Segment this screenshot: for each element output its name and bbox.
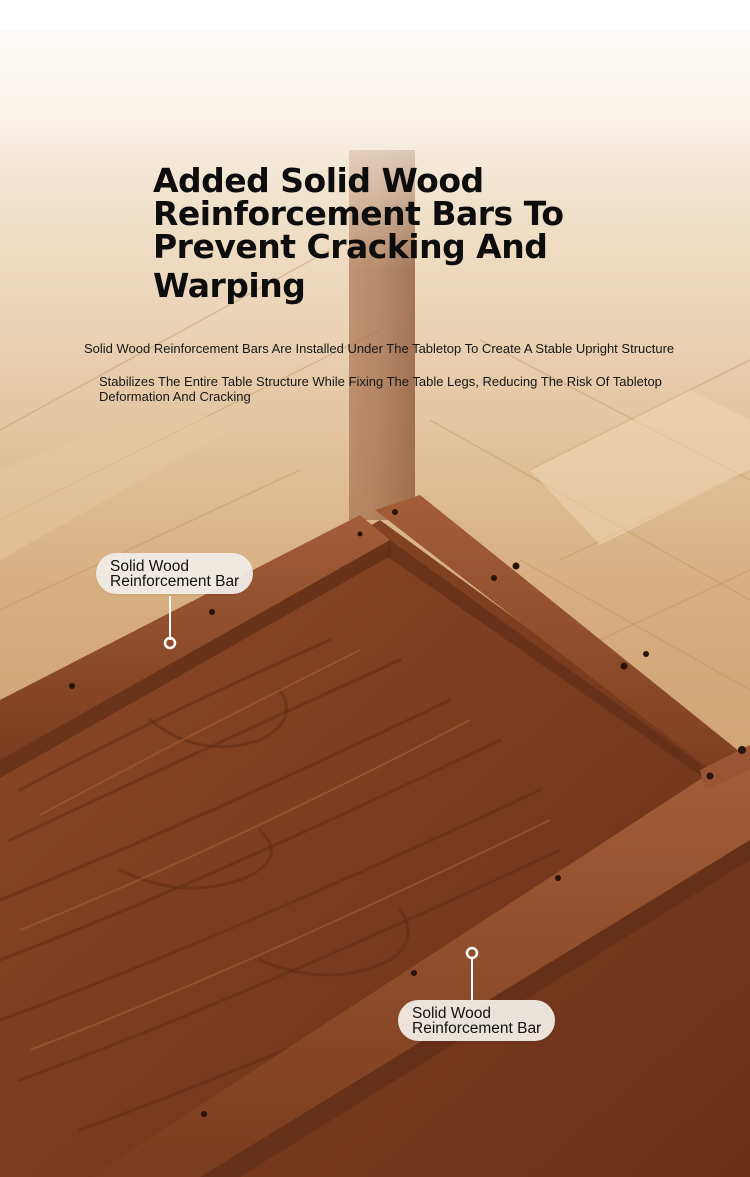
- callout-line-1: Solid Wood: [412, 1005, 491, 1022]
- callout-reinforcement-bar-left: [96, 553, 253, 594]
- callout-line-1: Solid Wood: [110, 558, 189, 575]
- headline-line-4: Warping: [153, 266, 306, 305]
- headline-line-3: Prevent Cracking And: [153, 227, 548, 266]
- headline: [153, 161, 633, 305]
- headline-line-2: Reinforcement Bars To: [153, 194, 564, 233]
- description-primary: Solid Wood Reinforcement Bars Are Installed Under The Tabletop To Create A Stable Upright Structure: [84, 341, 675, 356]
- callout-line-2: Reinforcement Bar: [412, 1020, 542, 1037]
- description-secondary: Stabilizes The Entire Table Structure While Fixing The Table Legs, Reducing The Risk Of Tabletop Deformation And Cracking: [99, 374, 662, 404]
- headline-line-1: Added Solid Wood: [153, 161, 484, 200]
- callout-reinforcement-bar-front: [398, 1000, 555, 1041]
- callout-line-2: Reinforcement Bar: [110, 573, 240, 590]
